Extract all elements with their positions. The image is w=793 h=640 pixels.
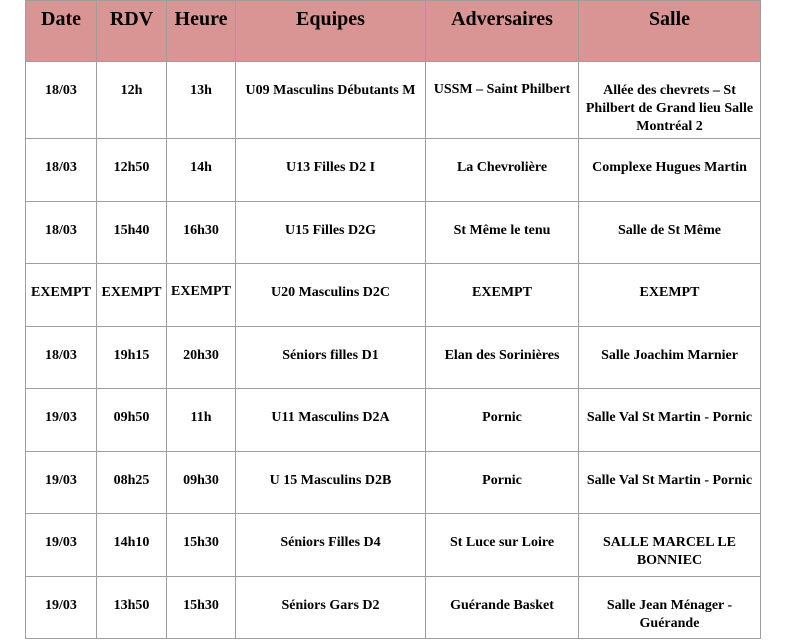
cell-heure: EXEMPT	[167, 264, 236, 327]
cell-heure: 09h30	[167, 451, 236, 514]
cell-heure: 16h30	[167, 201, 236, 264]
cell-heure: 15h30	[167, 576, 236, 639]
cell-adversaire: Guérande Basket	[426, 576, 579, 639]
cell-salle: Allée des chevrets – St Philbert de Grand lieu Salle Montréal 2	[579, 62, 761, 139]
cell-equipe: Séniors filles D1	[236, 326, 426, 389]
table-row	[26, 201, 761, 264]
cell-adversaire: Pornic	[426, 451, 579, 514]
header-row	[26, 1, 761, 62]
cell-equipe: U13 Filles D2 I	[236, 139, 426, 202]
cell-equipe: Séniors Gars D2	[236, 576, 426, 639]
cell-adversaire: Elan des Sorinières	[426, 326, 579, 389]
table-row	[26, 514, 761, 577]
cell-equipe: U20 Masculins D2C	[236, 264, 426, 327]
cell-salle: Salle Val St Martin - Pornic	[579, 389, 761, 452]
cell-rdv: 12h	[97, 62, 167, 139]
cell-adversaire: EXEMPT	[426, 264, 579, 327]
table-row	[26, 389, 761, 452]
cell-date: 19/03	[26, 389, 97, 452]
table-row	[26, 451, 761, 514]
table-row	[26, 264, 761, 327]
header-date: Date	[26, 1, 97, 62]
match-schedule-table	[25, 0, 761, 639]
cell-rdv: 09h50	[97, 389, 167, 452]
cell-salle: EXEMPT	[579, 264, 761, 327]
cell-date: 19/03	[26, 514, 97, 577]
cell-adversaire: La Chevrolière	[426, 139, 579, 202]
cell-rdv: 13h50	[97, 576, 167, 639]
header-rdv: RDV	[97, 1, 167, 62]
cell-rdv: 14h10	[97, 514, 167, 577]
cell-adversaire: Pornic	[426, 389, 579, 452]
cell-date: 19/03	[26, 451, 97, 514]
cell-equipe: U 15 Masculins D2B	[236, 451, 426, 514]
cell-equipe: U09 Masculins Débutants M	[236, 62, 426, 139]
cell-adversaire: St Même le tenu	[426, 201, 579, 264]
cell-salle: SALLE MARCEL LE BONNIEC	[579, 514, 761, 577]
table-row	[26, 139, 761, 202]
cell-date: EXEMPT	[26, 264, 97, 327]
cell-heure: 14h	[167, 139, 236, 202]
cell-salle: Salle Joachim Marnier	[579, 326, 761, 389]
cell-date: 18/03	[26, 201, 97, 264]
cell-date: 19/03	[26, 576, 97, 639]
cell-heure: 13h	[167, 62, 236, 139]
header-equipes: Equipes	[236, 1, 426, 62]
cell-salle: Salle de St Même	[579, 201, 761, 264]
header-adversaires: Adversaires	[426, 1, 579, 62]
cell-rdv: 12h50	[97, 139, 167, 202]
cell-equipe: U15 Filles D2G	[236, 201, 426, 264]
cell-rdv: 15h40	[97, 201, 167, 264]
cell-equipe: U11 Masculins D2A	[236, 389, 426, 452]
cell-heure: 11h	[167, 389, 236, 452]
cell-heure: 20h30	[167, 326, 236, 389]
cell-date: 18/03	[26, 326, 97, 389]
table-row	[26, 62, 761, 139]
cell-salle: Salle Jean Ménager - Guérande	[579, 576, 761, 639]
table-row	[26, 576, 761, 639]
cell-adversaire: St Luce sur Loire	[426, 514, 579, 577]
cell-salle: Salle Val St Martin - Pornic	[579, 451, 761, 514]
cell-adversaire: USSM – Saint Philbert	[426, 62, 579, 139]
cell-salle: Complexe Hugues Martin	[579, 139, 761, 202]
cell-rdv: 08h25	[97, 451, 167, 514]
table-row	[26, 326, 761, 389]
cell-rdv: 19h15	[97, 326, 167, 389]
header-heure: Heure	[167, 1, 236, 62]
header-salle: Salle	[579, 1, 761, 62]
cell-date: 18/03	[26, 62, 97, 139]
cell-date: 18/03	[26, 139, 97, 202]
cell-equipe: Séniors Filles D4	[236, 514, 426, 577]
cell-heure: 15h30	[167, 514, 236, 577]
cell-rdv: EXEMPT	[97, 264, 167, 327]
